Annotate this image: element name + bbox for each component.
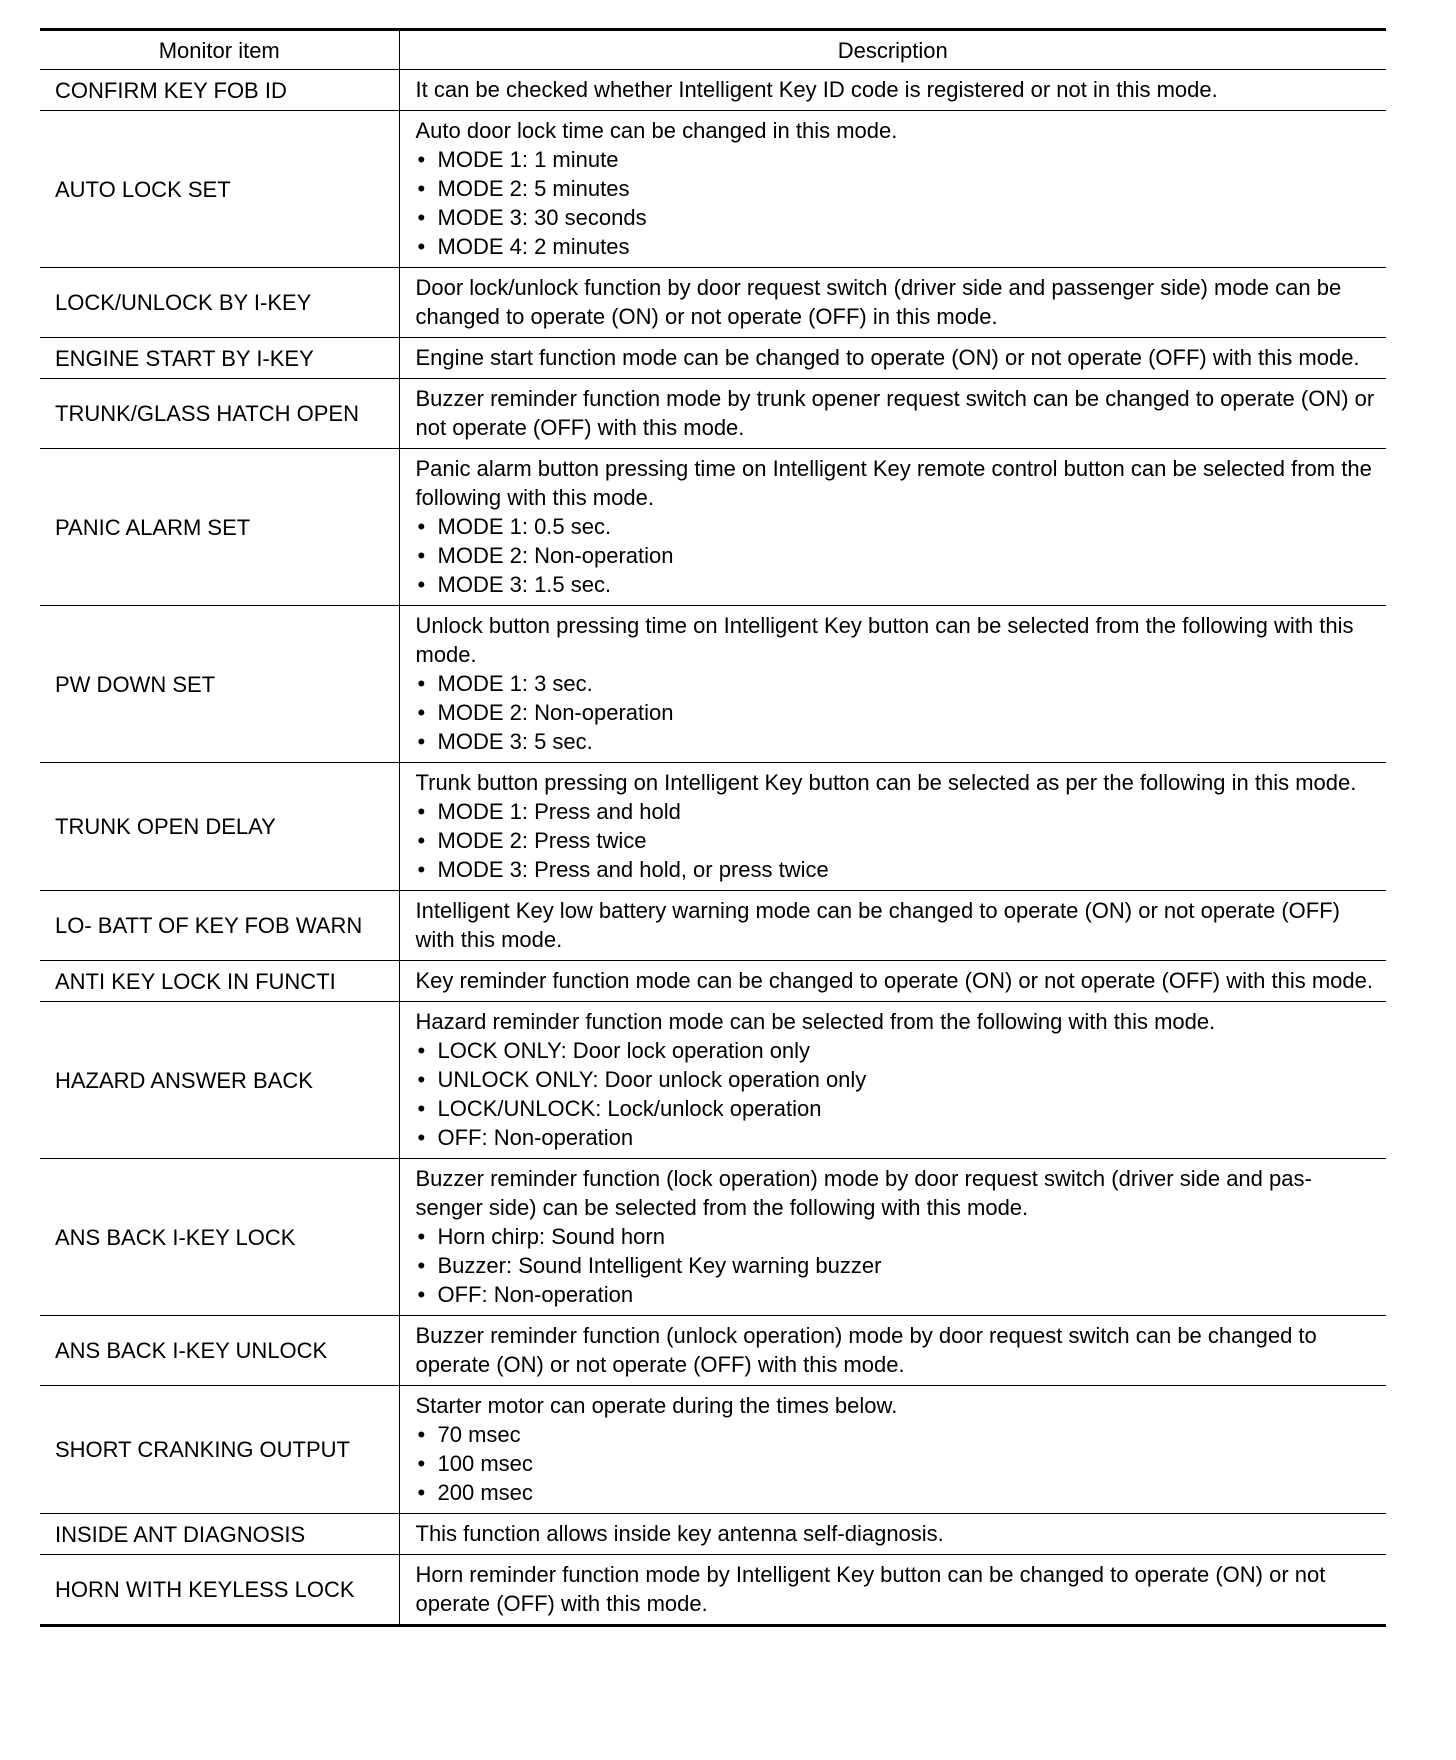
description-bullet-item: • MODE 3: Press and hold, or press twice — [416, 855, 1377, 884]
monitor-item-cell: HORN WITH KEYLESS LOCK — [40, 1555, 399, 1626]
table-row — [40, 70, 1386, 111]
description-bullet-item: • MODE 2: Press twice — [416, 826, 1377, 855]
description-cell — [399, 1316, 1386, 1386]
description-bullet-item: • MODE 3: 1.5 sec. — [416, 570, 1377, 599]
table-row — [40, 268, 1386, 338]
description-bullet-list — [416, 1222, 1377, 1309]
description-bullet-item: • MODE 1: Press and hold — [416, 797, 1377, 826]
description-text: Hazard reminder function mode can be selected from the following with this mode. — [415, 1009, 1216, 1034]
description-cell — [399, 1514, 1386, 1555]
description-cell — [399, 1159, 1386, 1316]
table-header — [40, 30, 1386, 70]
table-row — [40, 338, 1386, 379]
description-bullet-item: • OFF: Non-operation — [416, 1280, 1377, 1309]
description-cell — [399, 763, 1386, 891]
description-cell — [399, 961, 1386, 1002]
monitor-item-cell: INSIDE ANT DIAGNOSIS — [40, 1514, 399, 1555]
description-text: Unlock button pressing time on Intelligent Key button can be selected from the following with this mode. — [415, 613, 1354, 667]
description-text: Door lock/unlock function by door request switch (driver side and passenger side) mode can be changed to operate (ON) or not operate (OFF) in this mode. — [415, 275, 1342, 329]
column-header-monitor-item: Monitor item — [40, 30, 399, 70]
description-bullet-item: • Buzzer: Sound Intelligent Key warning buzzer — [416, 1251, 1377, 1280]
description-cell — [399, 891, 1386, 961]
monitor-item-cell: PW DOWN SET — [40, 606, 399, 763]
table-row — [40, 763, 1386, 891]
description-bullet-item: • LOCK ONLY: Door lock operation only — [416, 1036, 1377, 1065]
description-bullet-list — [416, 669, 1377, 756]
monitor-item-cell: ENGINE START BY I-KEY — [40, 338, 399, 379]
table-header-row — [40, 30, 1386, 70]
monitor-item-cell: ANTI KEY LOCK IN FUNCTI — [40, 961, 399, 1002]
description-bullet-item: • MODE 2: Non-operation — [416, 698, 1377, 727]
table-row — [40, 891, 1386, 961]
column-header-description: Description — [399, 30, 1386, 70]
description-bullet-list — [416, 797, 1377, 884]
description-cell — [399, 268, 1386, 338]
description-bullet-item: • UNLOCK ONLY: Door unlock operation only — [416, 1065, 1377, 1094]
table-row — [40, 1386, 1386, 1514]
description-bullet-item: • MODE 1: 1 minute — [416, 145, 1377, 174]
description-text: Starter motor can operate during the times below. — [415, 1393, 898, 1418]
description-bullet-item: • OFF: Non-operation — [416, 1123, 1377, 1152]
description-cell — [399, 111, 1386, 268]
monitor-item-cell: TRUNK OPEN DELAY — [40, 763, 399, 891]
description-bullet-item: • Horn chirp: Sound horn — [416, 1222, 1377, 1251]
monitor-item-cell: PANIC ALARM SET — [40, 449, 399, 606]
monitor-item-cell: TRUNK/GLASS HATCH OPEN — [40, 379, 399, 449]
monitor-item-cell: HAZARD ANSWER BACK — [40, 1002, 399, 1159]
monitor-item-cell: SHORT CRANKING OUTPUT — [40, 1386, 399, 1514]
description-cell — [399, 449, 1386, 606]
description-bullet-list — [416, 1036, 1377, 1152]
description-cell — [399, 1555, 1386, 1626]
description-text: Trunk button pressing on Intelligent Key button can be selected as per the following in this mode. — [415, 770, 1357, 795]
monitor-item-cell: CONFIRM KEY FOB ID — [40, 70, 399, 111]
description-bullet-list — [416, 512, 1377, 599]
description-cell — [399, 338, 1386, 379]
table-row — [40, 1316, 1386, 1386]
description-bullet-item: • LOCK/UNLOCK: Lock/unlock operation — [416, 1094, 1377, 1123]
description-text: Buzzer reminder function mode by trunk opener request switch can be changed to operate (ON) or not operate (OFF) with this mode. — [415, 386, 1375, 440]
description-text: Intelligent Key low battery warning mode can be changed to operate (ON) or not operate (OFF) with this mode. — [415, 898, 1340, 952]
monitor-item-cell: ANS BACK I-KEY LOCK — [40, 1159, 399, 1316]
table-row — [40, 606, 1386, 763]
description-text: Auto door lock time can be changed in this mode. — [415, 118, 898, 143]
monitor-item-cell: LOCK/UNLOCK BY I-KEY — [40, 268, 399, 338]
description-cell — [399, 1002, 1386, 1159]
monitor-item-cell: LO- BATT OF KEY FOB WARN — [40, 891, 399, 961]
description-bullet-item: • MODE 3: 30 seconds — [416, 203, 1377, 232]
description-text: It can be checked whether Intelligent Key ID code is registered or not in this mode. — [415, 77, 1218, 102]
table-row — [40, 1159, 1386, 1316]
description-text: Key reminder function mode can be changed to operate (ON) or not operate (OFF) with this mode. — [415, 968, 1373, 993]
description-cell — [399, 606, 1386, 763]
description-text: Horn reminder function mode by Intelligent Key button can be changed to operate (ON) or not operate (OFF) with this mode. — [415, 1562, 1326, 1616]
description-bullet-item: • 70 msec — [416, 1420, 1377, 1449]
description-bullet-item: • MODE 4: 2 minutes — [416, 232, 1377, 261]
description-text: Buzzer reminder function (lock operation) mode by door request switch (driver side and pas-senger side) can be selected from the following with this mode. — [415, 1166, 1312, 1220]
description-bullet-item: • 100 msec — [416, 1449, 1377, 1478]
table-row — [40, 111, 1386, 268]
description-cell — [399, 379, 1386, 449]
monitor-items-table-container — [40, 28, 1386, 1627]
table-row — [40, 449, 1386, 606]
table-row — [40, 961, 1386, 1002]
monitor-item-cell: AUTO LOCK SET — [40, 111, 399, 268]
description-bullet-list — [416, 145, 1377, 261]
description-bullet-item: • MODE 3: 5 sec. — [416, 727, 1377, 756]
description-bullet-item: • MODE 1: 3 sec. — [416, 669, 1377, 698]
monitor-item-cell: ANS BACK I-KEY UNLOCK — [40, 1316, 399, 1386]
description-text: This function allows inside key antenna self-diagnosis. — [415, 1521, 944, 1546]
description-bullet-item: • MODE 2: Non-operation — [416, 541, 1377, 570]
table-row — [40, 379, 1386, 449]
monitor-items-table — [40, 28, 1386, 1627]
table-row — [40, 1002, 1386, 1159]
description-cell — [399, 70, 1386, 111]
description-text: Panic alarm button pressing time on Intelligent Key remote control button can be selected from the following with this mode. — [415, 456, 1372, 510]
description-text: Buzzer reminder function (unlock operation) mode by door request switch can be changed to operate (ON) or not operate (OFF) with this mode. — [415, 1323, 1317, 1377]
table-row — [40, 1514, 1386, 1555]
description-bullet-list — [416, 1420, 1377, 1507]
description-bullet-item: • MODE 2: 5 minutes — [416, 174, 1377, 203]
description-bullet-item: • 200 msec — [416, 1478, 1377, 1507]
table-body — [40, 70, 1386, 1626]
description-bullet-item: • MODE 1: 0.5 sec. — [416, 512, 1377, 541]
description-text: Engine start function mode can be changed to operate (ON) or not operate (OFF) with this mode. — [415, 345, 1360, 370]
description-cell — [399, 1386, 1386, 1514]
table-row — [40, 1555, 1386, 1626]
